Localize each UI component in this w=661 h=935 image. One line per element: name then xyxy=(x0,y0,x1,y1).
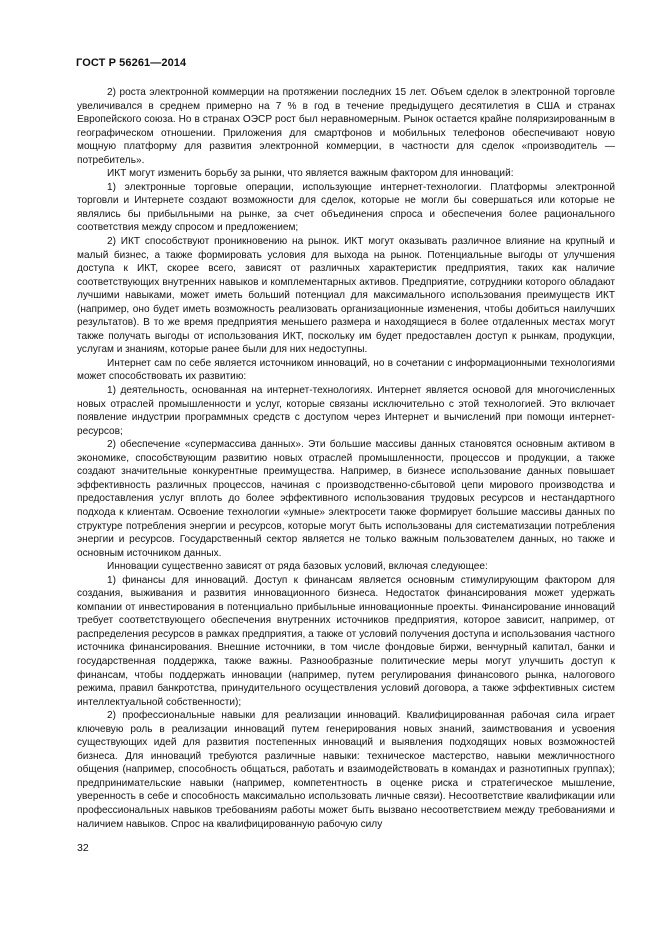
paragraph-big-data: 2) обеспечение «супермассива данных». Эти большие массивы данных становятся основным активом в экономике, способствующим развитию новых отраслей промышленности, процессов и продукции, а также создают значительные конкурентные преимущества. Например, в бизнесе использование данных повышает эффективность различных процессов, начиная с производственно-сбытовой цепи мирового производства и предоставления услуг вплоть до более эффективного использования трудовых ресурсов и нестандартного подхода к клиентам. Освоение технологии «умные» электросети также формирует большие массивы данных по структуре потребления энергии и ресурсов, которые могут быть использованы для систематизации потребления энергии и ресурсов. Государственный сектор является не только важным пользователем данных, но также и основным источником данных. xyxy=(77,439,615,559)
paragraph-conditions-intro: Инновации существенно зависят от ряда базовых условий, включая следующее: xyxy=(107,561,488,573)
paragraph-finance: 1) финансы для инноваций. Доступ к финансам является основным стимулирующим фактором для создания, выживания и развития инновационного бизнеса. Недостаток финансирования может удержать компании от инвестирования в потенциально прибыльные инновационные проекты. Финансирование инноваций требует соответствующего обеспечения внутренних источников предприятия, которое зависит, например, от распределения ресурсов в рамках предприятия, а также от условий получения доступа и использования частного источника финансирования. Внешние источники, в том числе фондовые биржи, венчурный капитал, банки и государственная поддержка, также важны. Разнообразные политические меры могут улучшить доступ к финансам, чтобы поддержать инновации (например, путем регулирования финансового рынка, налогового режима, правил банкротства, принудительного осуществления условий договора, а также эффективных систем интеллектуальной собственности); xyxy=(77,574,615,708)
paragraph-ict-market-intro: ИКТ могут изменить борьбу за рынки, что является важным фактором для инноваций: xyxy=(107,168,514,180)
paragraph-ict-market-entry: 2) ИКТ способствуют проникновению на рынок. ИКТ могут оказывать различное влияние на крупный и малый бизнес, а также формировать условия для выхода на рынок. Потенциальные выгоды от улучшения доступа к ИКТ, скорее всего, зависят от различных характеристик предприятия, таких как наличие соответствующих внутренних навыков и комплементарных активов. Предприятие, сотрудники которого обладают лучшими навыками, может иметь больший потенциал для максимального использования преимуществ ИКТ (например, оно будет иметь возможность реализовать организационные изменения, чтобы добиться наилучших результатов). В то же время предприятия меньшего размера и находящиеся в более отдаленных местах могут также получать выгоды от использования ИКТ, поскольку им будет предоставлен доступ к рынкам, продукции, услугам и знаниям, которые ранее были для них недоступны. xyxy=(77,236,615,356)
document-header: ГОСТ Р 56261—2014 xyxy=(76,57,187,69)
paragraph-internet-activity: 1) деятельность, основанная на интернет-технологиях. Интернет является основой для многочисленных новых отраслей промышленности и услуг, которые связаны исключительно с этой технологией. Это включает появление индустрии программных средств с доступом через Интернет и вычислений при помощи интернет-ресурсов; xyxy=(77,385,615,437)
paragraph-electronic-trade: 1) электронные торговые операции, использующие интернет-технологии. Платформы электронной торговли и Интернете создают возможности для сделок, которые не могли бы совершаться или которые не являлись бы прибыльными на рынке, за счет объединения спроса и обеспечения более рационального соответствия между спросом и предложением; xyxy=(77,181,615,234)
paragraph-internet-intro: Интернет сам по себе является источником инноваций, но в сочетании с информационными технологиями может способствовать их развитию: xyxy=(77,357,615,383)
page-number: 32 xyxy=(77,842,89,854)
paragraph-skills: 2) профессиональные навыки для реализации инноваций. Квалифицированная рабочая сила играет ключевую роль в реализации инноваций путем генерирования новых знаний, заимствования и усвоения существующих идей для развития постепенных инноваций и выявления подходящих новых возможностей бизнеса. Для инноваций требуются различные навыки: техническое мастерство, навыки межличностного общения (например, способность общаться, работать и взаимодействовать в командах и разнотипных группах); предпринимательские навыки (например, компетентность в оценке риска и стратегическое мышление, уверенность в себе и способность максимально использовать личные связи). Несоответствие квалификации или профессиональных навыков требованиям работы может быть вызвано несоответствием между требованиями и наличием навыков. Спрос на квалифицированную рабочую силу xyxy=(77,710,615,830)
paragraph-ecommerce-growth: 2) роста электронной коммерции на протяжении последних 15 лет. Объем сделок в электронной торговле увеличивался в среднем примерно на 7 % в год в течение предыдущего десятилетия в США и странах Европейского союза. Но в странах ОЭСР рост был неравномерным. Рынок остается крайне поляризированным в географическом отношении. Приложения для смартфонов и мобильных телефонов обеспечивают новую мощную платформу для развития электронной коммерции, в частности для сделок «производитель — потребитель». xyxy=(77,87,615,166)
document-body xyxy=(77,86,615,831)
